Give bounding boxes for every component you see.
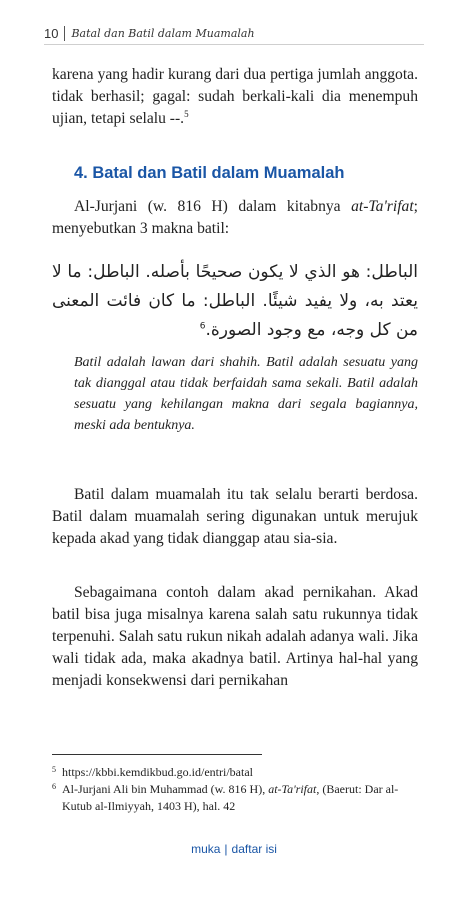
footnote-ref-6[interactable]: 6 (199, 321, 206, 332)
footnote-text (62, 781, 418, 815)
footnote-mark: 6 (52, 782, 56, 791)
paragraph-tail: ; menyebutkan 3 makna batil: (52, 198, 418, 237)
footnote-divider (52, 754, 262, 755)
paragraph-continuation (52, 64, 418, 130)
table-of-contents-link[interactable]: daftar isi (231, 842, 277, 856)
footnote-tail: , (Baerut: Dar al-Kutub al-Ilmiyyah, 1403 H), hal. 42 (62, 782, 399, 813)
footnote-book-title: at-Ta'rifat (268, 782, 317, 796)
footnote-ref-5[interactable]: 5 (184, 108, 189, 119)
paragraph-jurjani (52, 196, 418, 240)
footnote-lead: Al-Jurjani Ali bin Muhammad (w. 816 H), (62, 782, 269, 796)
arabic-quotation (52, 258, 418, 345)
footnote-link[interactable]: https://kbbi.kemdikbud.go.id/entri/batal (62, 765, 253, 779)
section-heading: 4. Batal dan Batil dalam Muamalah (74, 164, 345, 182)
running-title: Batal dan Batil dalam Muamalah (71, 26, 255, 40)
home-link[interactable]: muka (191, 842, 221, 856)
nav-separator: | (224, 842, 228, 856)
footnote-mark: 5 (52, 765, 56, 774)
footnote-6 (52, 781, 418, 815)
arabic-text: الباطل: هو الذي لا يكون صحيحًا بأصله. الباطل: ما لا يعتد به، ولا يفيد شيئًا. الباطل: ما كان فائت المعنى من كل وجه، مع وجود الصورة. (52, 262, 418, 340)
translation-quote: Batil adalah lawan dari shahih. Batil adalah sesuatu yang tak dianggal atau tidak berfaidah sama sekali. Batil adalah sesuatu yang kehilangan makna dari segala bagiannya, meski ada bentuknya. (74, 355, 418, 433)
page-navigation (0, 842, 468, 856)
page-number: 10 (44, 26, 65, 41)
page-header (44, 22, 424, 45)
paragraph-lead: Al-Jurjani (w. 816 H) dalam kitabnya (74, 198, 352, 215)
book-title: at-Ta'rifat (351, 198, 414, 215)
paragraph-sebagaimana: Sebagaimana contoh dalam akad pernikahan. Akad batil bisa juga misalnya karena salah satu rukunnya tidak terpenuhi. Salah satu rukun nikah adalah adanya wali. Jika wali tidak ada, maka akadnya batil. Artinya hal-hal yang menjadi konsekwensi dari pernikahan (52, 584, 418, 689)
paragraph-batil: Batil dalam muamalah itu tak selalu berarti berdosa. Batil dalam muamalah sering digunakan untuk merujuk kepada akad yang tidak dianggap atau sia-sia. (52, 486, 418, 547)
footnotes (52, 764, 418, 815)
footnote-5 (52, 764, 418, 781)
paragraph-text: karena yang hadir kurang dari dua pertiga jumlah anggota. tidak berhasil; gagal: sudah berkali-kali dia menempuh ujian, tetapi selalu --. (52, 66, 418, 127)
